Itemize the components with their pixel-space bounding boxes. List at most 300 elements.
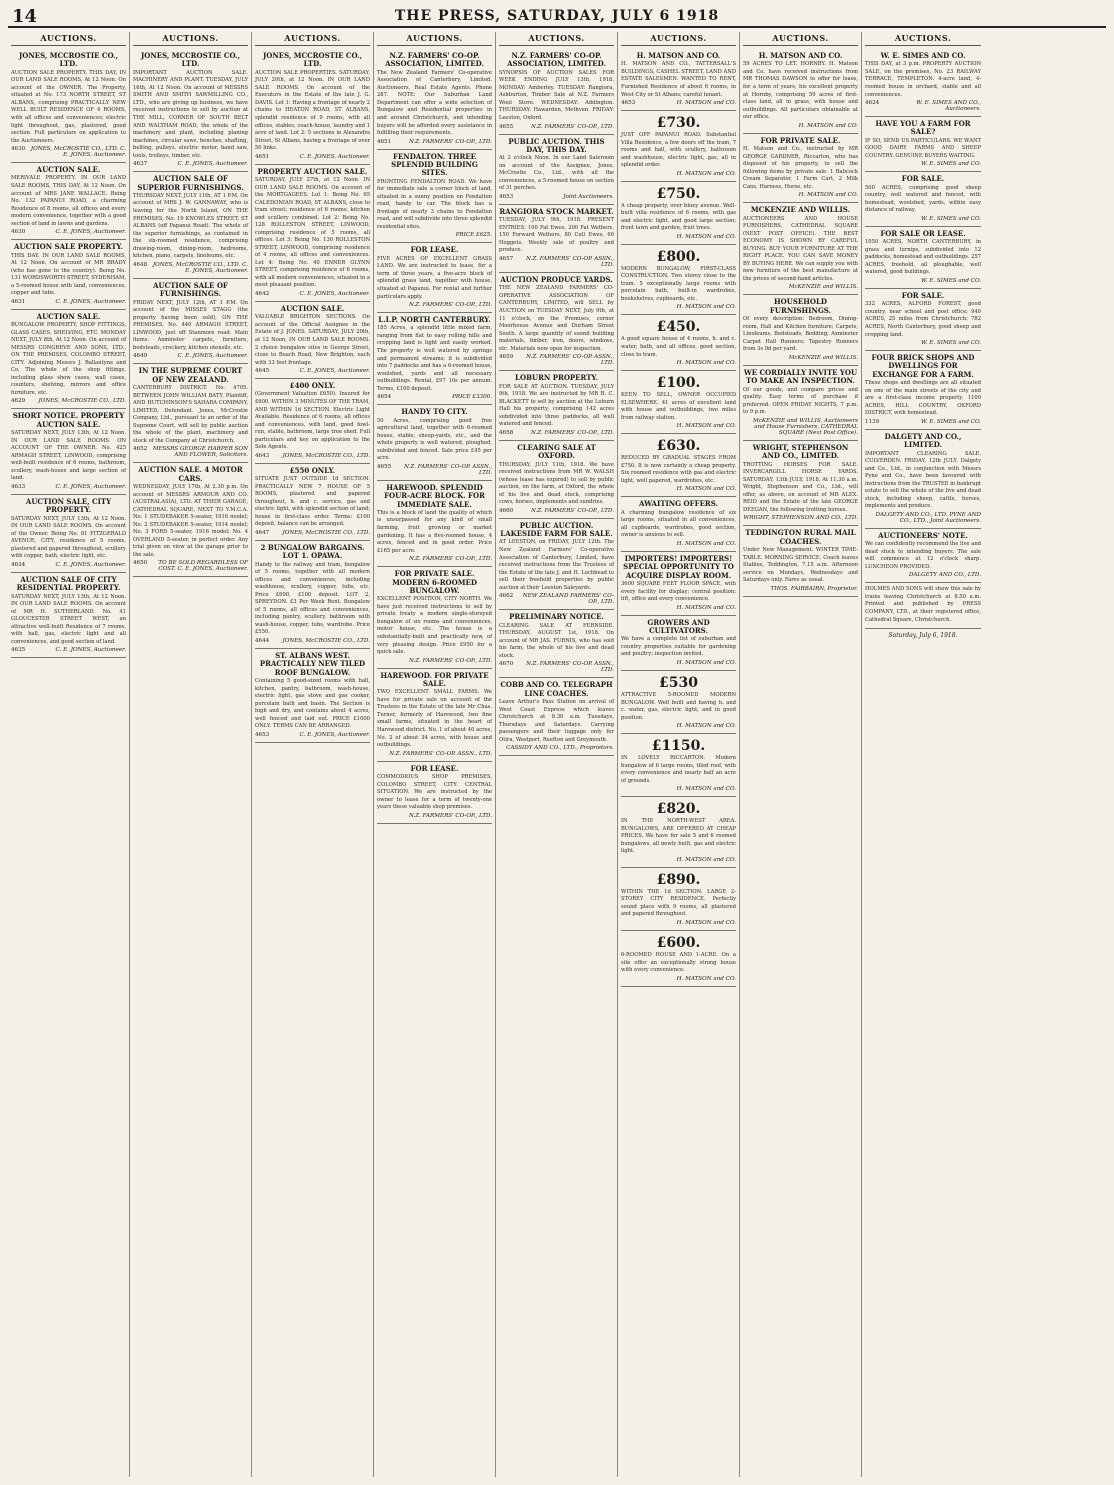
ad-body: H. MATSON AND CO., TATTERSALL'S BUILDINGS, CASHEL STREET, LAND AND ESTATE SALESMEN. WANTED TO RENT, Furnished Residence of about 6 rooms, in West City or St Albans; careful tenant.	[621, 61, 736, 98]
masthead	[8, 6, 1106, 28]
ad-body: SATURDAY, JULY 27th, at 12 Noon. IN OUR LAND SALE ROOMS. On account of the MORTGAGEES. Lot 1: Being No. 95 CALEDONIAN ROAD, ST ALBANS, close to tram street; residence of 6 rooms, kitchen and scullery combined. Lot 2: Being No. 128 ROLLESTON STREET, LINWOOD, comprising residence of 5 rooms, all offices. Lot 3: Being No. 130 ROLLESTON STREET, LINWOOD, comprising residence of 4 rooms, all offices and conveniences. Lot 4: Being No. 40 ENNER GLYNN STREET, comprising residence of 6 rooms, with all modern conveniences, situated in a most pleasant position.	[255, 177, 370, 289]
ad-body: THE NEW ZEALAND FARMERS' CO-OPERATIVE ASSOCIATION OF CANTERBURY, LIMITED, will SELL by AUCTION on TUESDAY NEXT, July 9th, at 11 o'clock, on the Premises, corner Moorhouse Avenue and Durham Street South. A large quantity of sound building materials, timber, iron, doors, windows, etc. Materials now open for inspection.	[499, 285, 614, 352]
ad-body: HOLMES AND SONS will show this sale by trains leaving Christchurch at 8.50 a.m. Printed and published by PRESS COMPANY, LTD., at their registered office, Cathedral Square, Christchurch.	[865, 586, 981, 623]
ad-body: IMPORTANT CLEARING SALE. CULVERDEN. FRIDAY, 12th JULY. Dalgety and Co., Ltd., in conjunction with Messrs Pyne and Co., have been favoured with instructions from the TRUSTEE in bankrupt estate to sell the whole of the live and dead stock, including sheep, cattle, horses, implements and produce.	[865, 450, 981, 510]
ad-title: IN THE SUPREME COURT OF NEW ZEALAND.	[138, 366, 243, 384]
ad-signature: N.Z. FARMERS' CO-OP., LTD.	[530, 123, 614, 130]
ad-signature: C. E. JONES, Auctioneer.	[55, 229, 126, 236]
ad-price: £1150.	[651, 738, 706, 755]
ad-signature-line	[377, 751, 492, 757]
ad-signature: W. E. SIMES AND CO., Auctioneers.	[916, 100, 981, 113]
ad-signature-line	[743, 586, 858, 592]
ad-office-number: 4658	[499, 429, 514, 436]
advertisement	[499, 610, 614, 678]
ad-signature-line	[865, 340, 981, 346]
ad-signature-line	[11, 146, 126, 158]
ad-body: IN LOVELY RICCARTON. Modern bungalow of 6 large rooms, tiled roof, with every convenience and nearly half an acre of grounds.	[621, 755, 736, 784]
ad-body: AUCTION SALE PROPERTIES. SATURDAY, JULY 20th, at 12 Noon. IN OUR LAND SALE ROOMS. On account of the Executors in the Estate of the late J. G. DAVIS. Lot 1: Having a frontage of nearly 2 chains to HEATON ROAD, ST ALBANS, splendid residence of 9 rooms, with all offices, stables, coach-house, laundry and 1 acre of land. Lot 2: 5 sections in Alexandra Street, St Albans, having a frontage of over 50 links.	[255, 69, 370, 152]
ad-title: £400 ONLY.	[289, 381, 336, 391]
ad-signature: W. E. SIMES and CO.	[920, 418, 981, 425]
ad-title: FOUR BRICK SHOPS AND DWELLINGS FOR EXCHANGE FOR A FARM.	[871, 353, 975, 379]
ad-price: £530	[659, 674, 698, 691]
ad-title: ST. ALBANS WEST. PRACTICALLY NEW TILED ROOF BUNGALOW.	[259, 650, 366, 677]
ad-signature: W. E. SIMES and CO.	[920, 215, 981, 222]
ad-signature-line	[865, 278, 981, 284]
ad-body: BUNGALOW PROPERTY, SHOP FITTINGS, GLASS CASES, SHELVING, ETC. MONDAY NEXT, JULY 8th, At 12 Noon. On account of MESSRS CONGREVE AND SONS, LTD., ON THE PREMISES, COLOMBO STREET, CITY. Adjoining Messrs J. Ballantyne and Co. The whole of the shop fittings, including glass show cases, wall cases, counters, shelving, mirrors and office furniture, etc.	[11, 322, 126, 396]
advertisement	[499, 441, 614, 519]
advertisement	[377, 405, 492, 481]
ad-body: TWO EXCELLENT SMALL FARMS. We have for private sale on account of the Trustees in the Estate of the late Mr Chas. Turner, formerly of Harewood, two fine small farms, situated in the heart of Harewood district. No. 1 of about 40 acres, No. 2 of about 34 acres, with house and outbuildings.	[377, 689, 492, 749]
ad-title: GROWERS AND CULTIVATORS.	[647, 617, 710, 635]
ad-office-number: 4630	[11, 146, 26, 153]
ad-signature: H. MATSON and CO.	[676, 360, 736, 367]
ad-body: These shops and dwellings are all situated on one of the main streets of the city and are a first-class income property. 1100 ACRES, HILL COUNTRY, OXFORD DISTRICT, with homestead.	[865, 380, 981, 417]
column-7	[740, 32, 862, 1477]
ad-signature: Joint Auctioneers.	[563, 193, 614, 200]
ad-signature-line	[133, 560, 248, 572]
advertisement	[621, 868, 736, 931]
ad-signature-line	[865, 419, 981, 425]
ad-signature-line	[499, 508, 614, 514]
ad-title: AUCTION SALE OF CITY RESIDENTIAL PROPERTY.	[16, 574, 121, 593]
ad-signature-line	[133, 353, 248, 359]
ad-title: TEDDINGTON RURAL MAIL COACHES.	[745, 528, 856, 546]
advertisement	[377, 762, 492, 824]
ad-price: £730.	[656, 115, 701, 132]
advertisement	[865, 49, 981, 117]
ad-body: Of every description: Bedroom, Dining-room, Hall and Kitchen furniture; Carpets, Linoleums, Bedsteads, Bedding; Axminster Carpet Hall Runners; Tapestry Runners from 3s 9d per yard.	[743, 316, 858, 353]
ad-signature: C. E. JONES, Auctioneer.	[177, 161, 248, 168]
ad-signature: N.Z. FARMERS' CO-OP., LTD.	[408, 657, 492, 664]
ad-signature-line	[621, 605, 736, 611]
ad-office-number: 4650	[133, 560, 148, 567]
ad-body: 3600 SQUARE FEET FLOOR SPACE, with every facility for display; central position; lift, office and every convenience.	[621, 581, 736, 603]
ad-title: FOR PRIVATE SALE. MODERN 6-ROOMED BUNGALOW.	[392, 569, 477, 595]
ad-signature-line	[499, 430, 614, 436]
ad-signature-line	[255, 453, 370, 459]
ad-body: THIS DAY, at 3 p.m. PROPERTY AUCTION SALE, on the premises, No. 23 RAILWAY TERRACE, TEMPLETON. 4-acre land, 4-roomed house in orchard, stable and all conveniences.	[865, 61, 981, 98]
advertisement	[865, 430, 981, 529]
advertisement	[743, 366, 858, 441]
ad-office-number: 4635	[11, 647, 26, 654]
issue-date: JULY 6 1918	[611, 8, 720, 24]
ad-signature-line	[499, 354, 614, 366]
advertisement	[133, 463, 248, 577]
advertisement	[621, 182, 736, 245]
column-heading: AUCTIONS.	[133, 32, 248, 46]
ad-price: £820.	[656, 801, 701, 818]
ad-signature: W. E. SIMES and CO.	[920, 277, 981, 284]
ad-price: £100.	[656, 375, 701, 392]
ad-body: THURSDAY, JULY 11th, 1918. We have received instructions from MR W. WALSH (whose lease has expired) to sell by public auction, on the farm, at Oxford, the whole of his live and dead stock, comprising cows, horses, implements and sundries.	[499, 461, 614, 506]
ad-body: VALUABLE BRIGHTON SECTIONS. On account of the Official Assignee in the Estate of J. JONES. SATURDAY, JULY 20th, at 12 Noon, IN OUR LAND SALE ROOMS. 2 choice bungalow sites in George Street, close to Beach Road, New Brighton, each with 33 feet frontage.	[255, 314, 370, 366]
advertisement	[11, 495, 126, 573]
ad-body: TROTTING HORSES FOR SALE. INVERCARGILL HORSE YARDS. SATURDAY, 13th JULY, 1918, At 11.30 a.m. Wright, Stephenson and Co., Ltd., will offer, as above, on account of MR ALEX. REID and the Estate of the late GEORGE DEEGAN, the following trotting horses.	[743, 461, 858, 513]
ad-signature-line	[621, 360, 736, 366]
column-3	[252, 32, 374, 1477]
ad-signature: C. E. JONES, Auctioneer.	[299, 731, 370, 738]
ad-signature: McKENZIE and WILLIS, Auctioneers and House Furnishers, CATHEDRAL SQUARE (Next Post Office).	[752, 417, 858, 436]
ad-signature: C. E. JONES, Auctioneer.	[177, 353, 248, 360]
ad-office-number: 4645	[255, 368, 270, 375]
ad-body: FIVE ACRES OF EXCELLENT GRASS LAND. We are instructed to lease, for a term of three years, a five-acre block of splendid grass land, together with house, situated at Papanui. For rental and further particulars apply.	[377, 255, 492, 300]
ad-signature: H. MATSON and CO.	[676, 604, 736, 611]
ad-body: CANTERBURY DISTRICT. No. 4705. BETWEEN JOHN WILLIAM BATY, Plaintiff, AND HUTCHINSON'S SAHARA COMPANY, LIMITED, Defendant. Jones, McCrostie Company, Ltd., pursuant to an order of the Supreme Court, will sell by public auction the whole of the plant, machinery and stock of the Company at Christchurch.	[133, 385, 248, 444]
advertisement	[621, 315, 736, 371]
advertisement	[133, 49, 248, 172]
advertisement	[11, 163, 126, 240]
ad-title: AUCTION SALE, CITY PROPERTY.	[25, 496, 112, 515]
ad-title: PUBLIC AUCTION. LAKESIDE FARM FOR SALE.	[500, 520, 613, 539]
advertisement	[743, 49, 858, 134]
ad-body: AUCTION SALE PROPERTY. THIS DAY, IN OUR LAND SALE ROOMS, At 12 Noon. On account of the OWNER. The Property, situated at No. 173 NORTH STREET, ST ALBANS, comprising PRACTICALLY NEW WELL BUILT RESIDENCE OF 4 ROOMS, with all offices and conveniences; electric light throughout, gas, plastered, good section. Full particulars on application to the Auctioneers.	[11, 69, 126, 144]
ad-signature: JONES, McCROSTIE CO., LTD. C. E. JONES, Auctioneer.	[30, 146, 126, 159]
ad-signature: N.Z. FARMERS' CO-OP., LTD.	[530, 507, 614, 514]
ad-signature: PRICE £3300.	[452, 394, 492, 401]
ad-signature-line	[377, 556, 492, 562]
ad-signature-line	[621, 423, 736, 429]
ad-body: Handy to the railway and tram, bungalow of 5 rooms, together with all modern offices and conveniences, including washhouse, scullery, copper, tubs, etc. Price £600, £100 deposit. LOT 2. SPREYDON. £3 Per Week Rent. Bungalow of 5 rooms, all offices and conveniences, including pantry, scullery, bathroom with wash-house, copper, tubs, wardrobe. Price £550.	[255, 561, 370, 636]
publication-footer: Saturday, July 6, 1918.	[888, 632, 958, 640]
ad-signature: H. MATSON and CO.	[676, 786, 736, 793]
ad-body: TUESDAY, JULY 9th, 1918. PRESENT ENTRIES: 100 Fat Ewes, 200 Fat Wethers, 150 Forward Wethers, 80 Cull Ewes, 60 Hoggets. Weekly sale of poultry and produce.	[499, 217, 614, 254]
advertisement	[865, 351, 981, 430]
advertisement	[377, 150, 492, 244]
advertisement	[621, 671, 736, 734]
ad-body: We have a complete list of suburban and country properties suitable for gardening and poultry; inspection invited.	[621, 636, 736, 658]
advertisement	[621, 497, 736, 552]
ad-title: CLEARING SALE AT OXFORD.	[517, 442, 596, 461]
advertisement	[743, 295, 858, 365]
advertisement	[377, 567, 492, 668]
ad-signature: JONES, McCROSTIE CO., LTD.	[282, 637, 370, 644]
ad-body: 185 Acres, a splendid little mixed farm, ranging from flat to easy rolling hills and cropping land is light and easily worked. The property is well watered by springs and permanent streams; it is subdivided into 7 paddocks and has a 6-roomed house, woolshed, yards and all necessary outbuildings. Rental, £97 10s per annum. Terms, £100 deposit.	[377, 325, 492, 392]
column-heading: AUCTIONS.	[11, 32, 126, 46]
advertisement	[377, 243, 492, 313]
ad-title: 2 BUNGALOW BARGAINS. LOT 1. OPAWA.	[260, 542, 365, 561]
advertisement	[499, 519, 614, 611]
advertisement	[499, 678, 614, 756]
ad-title: AUCTION SALE. 4 MOTOR CARS.	[138, 465, 243, 483]
ad-signature-line	[621, 660, 736, 666]
ad-signature: JONES, McCROSTIE CO., LTD.	[282, 452, 370, 459]
ad-signature: H. MATSON and CO.	[676, 540, 736, 547]
ad-signature-line	[621, 304, 736, 310]
ad-title: L.I.P. NORTH CANTERBURY.	[378, 315, 491, 325]
ad-title: PROPERTY AUCTION SALE.	[257, 166, 368, 176]
ad-title: FOR SALE.	[901, 290, 945, 300]
ad-body: SITUATE JUST OUTSIDE 1d SECTION. PRACTICALLY NEW 7 HOUSE OF 5 ROOMS, plastered and papered throughout, h. and c. service, gas and electric light, with splendid section of land; house in first-class order. Terms: £100 deposit, balance can be arranged.	[255, 476, 370, 528]
ad-price: £750.	[656, 185, 701, 202]
ad-body: SATURDAY NEXT, JULY 13th, At 12 Noon. IN OUR LAND SALE ROOMS. On account of the Owner. Being No. 81 FITZGERALD AVENUE, CITY, residence of 5 rooms, plastered and papered throughout, scullery with copper, bath, electric light, etc.	[11, 515, 126, 560]
ad-body: THIS DAY. IN OUR LAND SALE ROOMS, At 12 Noon. On account of MR BRADY (who has gone to the country). Being No. 131 WORDSWORTH STREET, SYDENHAM, a 5-roomed house with land, conveniences, copper and tubs.	[11, 252, 126, 297]
advertisement	[377, 313, 492, 405]
column-heading: AUCTIONS.	[743, 32, 858, 46]
ad-signature: H. MATSON and CO.	[676, 723, 736, 730]
ad-body: EXCELLENT POSITION, CITY NORTH. We have just received instructions to sell by private treaty a modern single-storeyed bungalow of six rooms and conveniences, motor house, etc. The house is a substantially-built and practically new, of very pleasing design. Price £950 for a quick sale.	[377, 596, 492, 656]
column-4	[374, 32, 496, 1477]
ad-body: This is a block of land the quality of which is unsurpassed for any kind of small farming, fruit growing or market gardening. It has a five-roomed house, 4 acres, fenced and in good order. Price £165 per acre.	[377, 509, 492, 554]
ad-body: CLEARING SALE AT FERNSIDE. THURSDAY, AUGUST 1st, 1918. On account of MR JAS. FURNIS, who has sold his farm, the whole of his live and dead stock.	[499, 622, 614, 659]
ad-title: FOR PRIVATE SALE.	[760, 135, 841, 145]
advertisement	[499, 273, 614, 371]
ad-signature: C. E. JONES, Auctioneer.	[299, 368, 370, 375]
ad-signature-line	[865, 216, 981, 222]
ad-signature-line	[743, 192, 858, 198]
ad-signature-line	[11, 647, 126, 653]
ad-signature: NEW ZEALAND FARMERS' CO-OP., LTD.	[522, 593, 614, 606]
page-columns	[8, 32, 1106, 1477]
ad-body: AT LEESTON, on FRIDAY, JULY 12th. The New Zealand Farmers' Co-operative Association of Canterbury, Limited, have received instructions from the Trustees of the Estate of the late J. and H. Lochhead to sell their freehold properties by public auction at their Leeston Saleyards.	[499, 539, 614, 591]
ad-title: DALGETY AND CO., LIMITED.	[884, 431, 962, 450]
ad-signature: JONES, McCROSTIE CO., LTD.	[282, 529, 370, 536]
column-heading: AUCTIONS.	[377, 32, 492, 46]
ad-body: THURSDAY NEXT, JULY 11th, AT 1 P.M. On account of MRS J. W. GANNAWAY, who is leaving for the North Island, ON THE PREMISES, No. 19 KNOWLES STREET, ST ALBANS (off Papanui Road). The whole of the superior furnishings, as contained in the six-roomed residence, comprising drawing-room, dining-room, bedrooms, kitchen, piano, carpets, linoleums, etc.	[133, 192, 248, 260]
ad-signature-line	[621, 786, 736, 792]
ad-signature: H. MATSON and CO.	[676, 304, 736, 311]
ad-signature-line	[621, 234, 736, 240]
ad-body: 500 ACRES, comprising good sheep country, well watered and fenced, with homestead, woolshed, yards, within easy distance of railway.	[865, 184, 981, 214]
ad-office-number: 4648	[133, 261, 148, 268]
column-1	[8, 32, 130, 1477]
ad-signature: N.Z. FARMERS' CO-OP. ASSN., LTD.	[404, 463, 492, 476]
ad-signature-line	[621, 976, 736, 982]
ad-body: A good square house of 4 rooms, h. and c. water, bath, and all offices, good section, close to tram.	[621, 336, 736, 358]
ad-signature: PRICE £625.	[455, 232, 492, 239]
ad-office-number: 4624	[865, 100, 880, 107]
advertisement	[11, 240, 126, 310]
ad-body: 6-ROOMED HOUSE AND 1-ACRE. On a site offer an exceptionally strong house with every convenience.	[621, 952, 736, 974]
ad-body: (Government Valuation £650). Insured for £600. WITHIN 3 MINUTES OF THE TRAM, AND WITHIN 1d SECTION. Electric Light Available. Residence of 6 rooms, all offices and conveniences, with land, good fowl-run, stable, bathroom, large tree shed. Full particulars and key on application to the Sole Agents.	[255, 391, 370, 451]
ad-signature: DALGETY AND CO., LTD.	[908, 572, 981, 579]
ad-signature: C. E. JONES, Auctioneer.	[55, 298, 126, 305]
ad-office-number: 4630	[11, 229, 26, 236]
ad-office-number: 4660	[499, 507, 514, 514]
advertisement	[255, 464, 370, 541]
ad-office-number: 4647	[255, 529, 270, 536]
ad-signature-line	[11, 229, 126, 235]
ad-body: WITHIN THE 1d SECTION. LARGE 2-STOREY CITY RESIDENCE. Perfectly sound place with 9 rooms, all plastered and papered throughout.	[621, 888, 736, 918]
advertisement	[499, 49, 614, 135]
ad-signature-line	[255, 154, 370, 160]
ad-signature: H. MATSON and CO.	[676, 100, 736, 107]
ad-office-number: 4657	[499, 255, 514, 262]
advertisement	[255, 302, 370, 379]
ad-office-number: 4670	[499, 661, 514, 668]
ad-signature: H. MATSON and CO.	[676, 423, 736, 430]
advertisement	[11, 310, 126, 410]
ad-office-number: 4634	[11, 561, 26, 568]
column-heading: AUCTIONS.	[865, 32, 981, 46]
ad-signature-line	[11, 562, 126, 568]
ad-body: AUCTIONEERS AND HOUSE FURNISHERS, CATHEDRAL SQUARE (NEXT POST OFFICE). THE BEST ECONOMY IS SHOWN BY CAREFUL BUYING. BUY YOUR FURNITURE AT THE RIGHT PLACE. YOU CAN SAVE MONEY BY BUYING HERE. We can supply you with new furniture of the best manufacture at the prices of second-hand articles.	[743, 215, 858, 282]
ad-title: AUCTION SALE OF FURNISHINGS.	[153, 280, 228, 299]
ad-signature-line	[255, 638, 370, 644]
advertisement	[743, 203, 858, 295]
advertisement	[377, 669, 492, 762]
advertisement	[621, 616, 736, 671]
ad-signature-line	[377, 302, 492, 308]
ad-signature-line	[621, 723, 736, 729]
advertisement	[255, 541, 370, 649]
newspaper-name: THE PRESS, SATURDAY,	[394, 8, 606, 24]
ad-title: JONES, MCCROSTIE CO., LTD.	[18, 51, 119, 69]
ad-signature-line	[743, 418, 858, 436]
ad-signature-line	[743, 355, 858, 361]
ad-body: WEDNESDAY, JULY 17th, At 2.30 p.m. On account of MESSRS ARMOUR AND CO. (AUSTRALASIA), LTD. AT THEIR GARAGE, CATHEDRAL SQUARE, NEXT TO Y.M.C.A. No. 1 STUDEBAKER 5-seater, 1916 model; No. 2 STUDEBAKER 5-seater, 1914 model; No. 3 FORD 5-seater, 1916 model; No. 4 OVERLAND 5-seater, in perfect order. Any trial given on view at the garage prior to the sale.	[133, 484, 248, 558]
ad-body: MODERN BUNGALOW, FIRST-CLASS CONSTRUCTION. Two storey close to the tram. 5 exceptionally large rooms with porcelain bath, built-in wardrobes, bookshelves, cupboards, etc.	[621, 265, 736, 302]
column-heading: AUCTIONS.	[255, 32, 370, 46]
ad-body: FOR SALE AT AUCTION. TUESDAY, JULY 9th, 1918. We are instructed by MR B. C. BLACKETT to sell by auction at the Loburn Hall his property, comprising 142 acres subdivided into three paddocks, all well watered and fenced.	[499, 383, 614, 428]
ad-signature-line	[865, 100, 981, 112]
advertisement	[621, 245, 736, 316]
ad-office-number: 4654	[377, 394, 392, 401]
ad-signature-line	[743, 515, 858, 521]
ad-signature-line	[133, 446, 248, 458]
ad-signature: N.Z. FARMERS' CO-OP., LTD.	[530, 429, 614, 436]
ad-signature: H. MATSON and CO.	[676, 659, 736, 666]
ad-body: 1050 ACRES, NORTH CANTERBURY, in grass and turnips, subdivided into 12 paddocks, homestead and outbuildings. 257 ACRES, freehold, all ploughable, well watered, good buildings.	[865, 239, 981, 276]
advertisement	[865, 227, 981, 289]
ad-signature: H. MATSON and CO.	[676, 856, 736, 863]
ad-signature-line	[865, 161, 981, 167]
ad-signature: MESSRS GEORGE HARPER SON AND FLOWER, Solicitors.	[152, 446, 248, 459]
advertisement	[743, 526, 858, 596]
ad-body: 50 Acres, comprising good free agricultural land, together with 6-roomed house, stable, sheep-yards, etc., and the whole property is well watered, ploughed, subdivided and fenced. Sale price £45 per acre.	[377, 417, 492, 462]
ad-body: 59 ACRES TO LET. HORNBY. H. Matson and Co. have received instructions from MR THOMAS DAWSON to offer for lease, for a term of years, his excellent property at Hornby, comprising 59 acres of first-class land, all in grass, with house and outbuildings. All particulars obtainable at our office.	[743, 61, 858, 121]
ad-office-number: 4653	[499, 193, 514, 200]
ad-signature: CASSIDY AND CO., LTD., Proprietors.	[506, 745, 614, 752]
ad-signature: C. E. JONES, Auctioneer.	[55, 647, 126, 654]
advertisement	[255, 165, 370, 302]
advertisement	[621, 931, 736, 987]
ad-signature-line	[743, 123, 858, 129]
ad-signature: H. MATSON and CO.	[676, 233, 736, 240]
ad-body: MERIVALE PROPERTY. IN OUR LAND SALE ROOMS, THIS DAY, At 12 Noon. On account of MRS JANE WALLACE. Being No. 132 PAPANUI ROAD, a charming Residence of 8 rooms, all offices and every modern convenience, together with a good section of land in lawns and gardens.	[11, 175, 126, 227]
ad-office-number: 4653	[255, 731, 270, 738]
ad-office-number: 4642	[255, 290, 270, 297]
advertisement	[11, 573, 126, 659]
ad-title: W. E. SIMES AND CO.	[880, 51, 966, 60]
ad-signature-line	[621, 100, 736, 106]
ad-title: N.Z. FARMERS' CO-OP. ASSOCIATION, LIMITED.	[507, 51, 606, 69]
advertisement	[255, 49, 370, 165]
ad-signature-line	[255, 291, 370, 297]
advertisement	[499, 205, 614, 273]
ad-body: REDUCED BY GRADUAL STAGES FROM £750. It is now certainly a cheap property. Six roomed residence with gas and electric light, well papered, wardrobes, etc.	[621, 455, 736, 484]
ad-title: HOUSEHOLD FURNISHINGS.	[769, 297, 832, 315]
ad-title: H. MATSON AND CO.	[758, 51, 843, 60]
ad-office-number: 4633	[11, 483, 26, 490]
ad-signature-line	[621, 486, 736, 492]
ad-price: £800.	[656, 248, 701, 265]
ad-title: HAREWOOD. FOR PRIVATE SALE.	[380, 670, 489, 688]
ad-signature-line	[621, 920, 736, 926]
advertisement	[865, 117, 981, 172]
ad-title: RANGIORA STOCK MARKET.	[499, 206, 614, 216]
ad-signature-line	[499, 745, 614, 751]
ad-signature-line	[499, 661, 614, 673]
ad-title: HANDY TO CITY.	[401, 407, 468, 417]
advertisement	[377, 481, 492, 567]
ad-signature-line	[621, 541, 736, 547]
ad-body: ATTRACTIVE 5-ROOMED MODERN BUNGALOW. Well built and having h. and c. water, gas, electric light, and in good position.	[621, 691, 736, 721]
ad-signature: C. E. JONES, Auctioneer.	[55, 561, 126, 568]
ad-office-number: 4629	[11, 398, 26, 405]
column-2	[130, 32, 252, 1477]
column-5	[496, 32, 618, 1477]
ad-price: £450.	[656, 319, 701, 336]
ad-signature: W. E. SIMES and CO.	[920, 161, 981, 168]
ad-title: H. MATSON AND CO.	[636, 51, 721, 60]
ad-office-number: 4655	[499, 123, 514, 130]
ad-office-number: 4651	[255, 153, 270, 160]
ad-signature-line	[499, 124, 614, 130]
newspaper-title	[8, 8, 1106, 24]
advertisement	[133, 172, 248, 279]
ad-signature: TO BE SOLD REGARDLESS OF COST. C. E. JONES, Auctioneer.	[158, 560, 248, 573]
ad-office-number: 4662	[499, 593, 514, 600]
ad-body: IMPORTANT AUCTION SALE. MACHINERY AND PLANT. TUESDAY, JULY 16th, At 12 Noon. On account of MESSRS SMITH AND SMITH SAWMILLING CO., LTD., who are giving up business, we have received instructions to sell by auction at THE MILL, CORNER OF SOUTH BELT AND WALTHAM ROAD, the whole of the machinery and plant, including planing machines, circular saws, benches, shafting, belting, pulleys, electric motor, band saw, tools, trolleys, timber, etc.	[133, 69, 248, 159]
ad-title: AUCTION SALE.	[280, 303, 345, 313]
ad-body: IN THE NORTH-WEST AREA. BUNGALOWS, ARE OFFERED AT CHEAP PRICES. We have for sale 5 and 6 roomed bungalows, all newly built, gas and electric light.	[621, 818, 736, 855]
ad-title: MCKENZIE AND WILLIS.	[750, 205, 851, 215]
ad-title: IMPORTERS! IMPORTERS! SPECIAL OPPORTUNITY TO ACQUIRE DISPLAY ROOM.	[623, 553, 734, 580]
ad-signature-line	[865, 572, 981, 578]
ad-signature: N.Z. FARMERS' CO-OP. ASSN., LTD.	[526, 354, 614, 367]
ad-signature: H. MATSON and CO.	[798, 192, 858, 199]
ad-body: Containing 5 good-sized rooms with hall, kitchen, pantry, bathroom, wash-house, electric light, gas stove and gas cooker, porcelain bath and basin. The Section is high and dry, and contains about 4 acres, well fenced and laid out. PRICE £1000 ONLY. TERMS CAN BE ARRANGED.	[255, 678, 370, 730]
ad-signature: C. E. JONES, Auctioneer.	[299, 290, 370, 297]
ad-title: FOR LEASE.	[410, 245, 459, 255]
advertisement	[621, 434, 736, 497]
advertisement	[133, 279, 248, 365]
ad-signature: JONES, McCROSTIE CO., LTD. C. E. JONES, Auctioneer.	[152, 261, 248, 274]
ad-signature-line	[377, 464, 492, 476]
advertisement	[865, 289, 981, 351]
ad-title: AUCTIONEERS' NOTE.	[878, 530, 968, 540]
ad-signature-line	[743, 284, 858, 290]
column-8	[862, 32, 984, 1477]
advertisement	[11, 409, 126, 495]
ad-office-number: 4631	[11, 298, 26, 305]
column-heading: AUCTIONS.	[621, 32, 736, 46]
ad-signature: N.Z. FARMERS' CO-OP., LTD.	[408, 556, 492, 563]
ad-office-number: 1139	[865, 418, 880, 425]
ad-signature: N.Z. FARMERS' CO-OP., LTD.	[408, 302, 492, 309]
advertisement	[255, 649, 370, 743]
ad-signature: THOS. FAIRBAIRN, Proprietor.	[770, 585, 858, 592]
advertisement	[865, 172, 981, 227]
ad-title: AUCTION SALE.	[36, 311, 101, 321]
ad-office-number: 4659	[499, 354, 514, 361]
column-heading: AUCTIONS.	[499, 32, 614, 46]
ad-signature: McKENZIE and WILLIS.	[788, 284, 858, 291]
ad-signature-line	[11, 484, 126, 490]
ad-signature: H. MATSON and CO.	[676, 920, 736, 927]
ad-body: We can confidently recommend the live and dead stock to intending buyers. The sale will commence at 12 o'clock sharp. LUNCHEON PROVIDED.	[865, 541, 981, 570]
advertisement	[377, 49, 492, 150]
ad-signature: W. E. SIMES and CO.	[920, 340, 981, 347]
ad-price: £600.	[656, 935, 701, 952]
ad-office-number: 4643	[255, 452, 270, 459]
ad-signature-line	[255, 732, 370, 738]
ad-title: FOR LEASE.	[410, 763, 459, 773]
ad-title: AUCTION PRODUCE YARDS.	[500, 274, 613, 284]
ad-body: At 2 o'clock Noon. In our Land Saleroom on account of the Assignee, Jones, McCrostie Co., Ltd., with all the conveniences, a 5-roomed house on section of 31 perches.	[499, 155, 614, 192]
ad-title: COBB AND CO. TELEGRAPH LINE COACHES.	[500, 680, 613, 698]
ad-price: £890.	[656, 871, 701, 888]
